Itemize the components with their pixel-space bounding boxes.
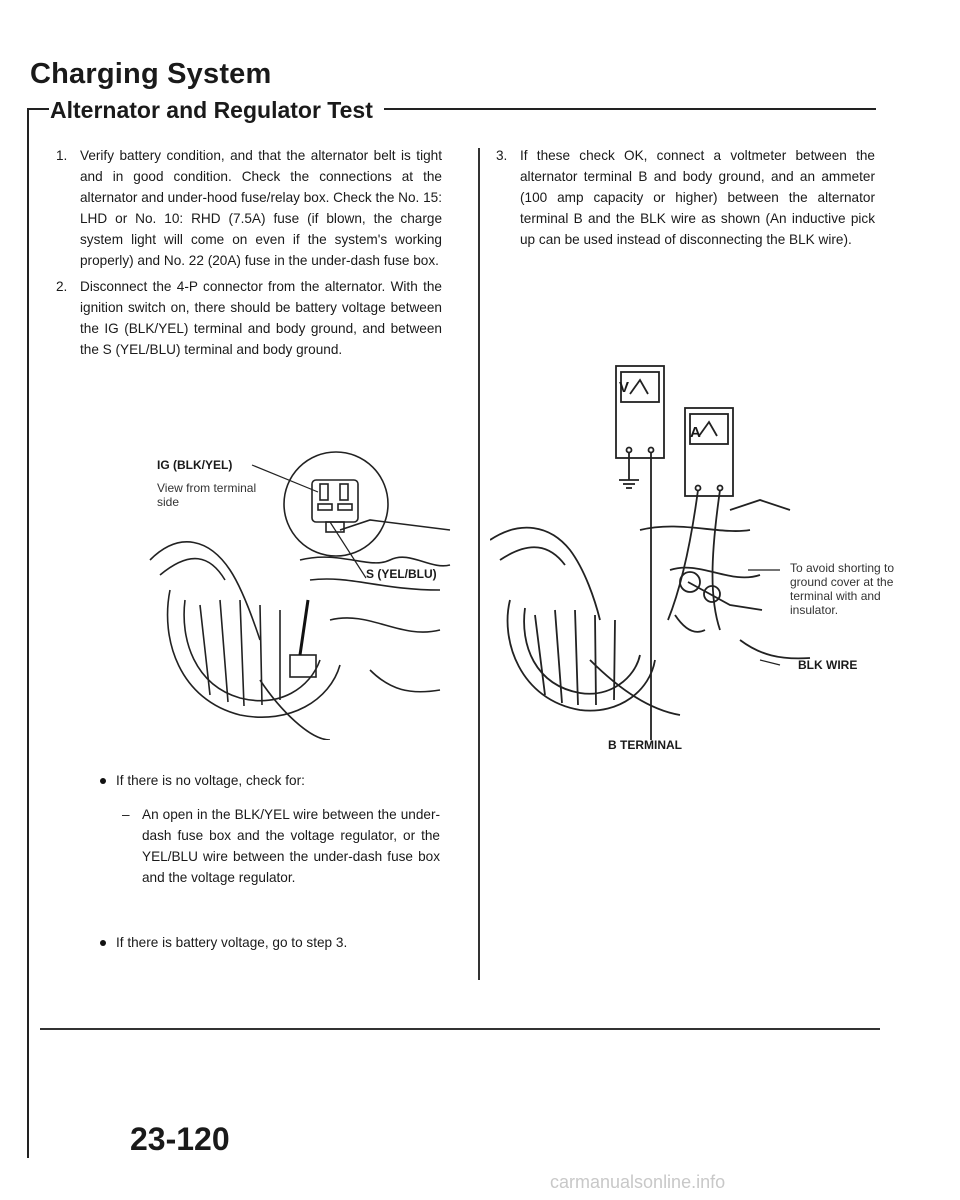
step-2-text: Disconnect the 4-P connector from the alternator. With the ignition switch on, there should be battery voltage between the IG (BLK/YEL) terminal and body ground, and between the S (YEL/BLU) terminal and body ground. <box>80 279 442 357</box>
step-1 <box>56 145 442 271</box>
label-b-terminal: B TERMINAL <box>608 738 682 752</box>
check-dash-1-text: An open in the BLK/YEL wire between the under-dash fuse box and the voltage regulator, or the YEL/BLU wire between the under-dash fuse box and the voltage regulator. <box>142 807 440 885</box>
label-s-terminal: S (YEL/BLU) <box>366 567 437 581</box>
check-bullet-2-text: If there is battery voltage, go to step 3. <box>116 935 348 950</box>
step-3-number: 3. <box>496 148 508 163</box>
step-1-number: 1. <box>56 148 68 163</box>
step-1-text: Verify battery condition, and that the alternator belt is tight and in good condition. Check the connections at the alternator and under-hood fuse/relay box. Check the No. 15: LHD or No. 10: RHD (7.5A) fuse (if blown, the charge system light will come on even if the system's working properly) and No. 22 (20A) fuse in the under-dash fuse box. <box>80 148 442 268</box>
ammeter-label: A <box>690 424 701 441</box>
dash-marker: – <box>122 807 130 822</box>
left-margin-rule <box>27 108 29 1158</box>
check-bullet-2 <box>100 932 440 953</box>
section-subtitle: Alternator and Regulator Test <box>50 97 373 123</box>
check-bullet-1 <box>100 770 440 791</box>
check-dash-1 <box>122 804 440 888</box>
page-number: 23-120 <box>130 1121 230 1157</box>
voltmeter-label: V <box>619 379 630 396</box>
step-3-text: If these check OK, connect a voltmeter between the alternator terminal B and body ground, and an ammeter (100 amp capacity or higher) between the alternator terminal B and the BLK wire as shown (An inductive pick up can be used instead of disconnecting the BLK wire). <box>520 148 875 247</box>
header-rule <box>384 108 876 110</box>
left-rule-cap <box>27 108 49 110</box>
step-2-number: 2. <box>56 279 68 294</box>
watermark: carmanualsonline.info <box>550 1172 726 1192</box>
bullet-icon <box>100 778 106 784</box>
page-title: Charging System <box>30 58 272 90</box>
voltmeter-ammeter-illustration <box>490 360 910 740</box>
step-3 <box>496 145 875 250</box>
label-view-from: View from terminal side <box>157 481 257 509</box>
label-avoid-shorting: To avoid shorting to ground cover at the terminal with and insulator. <box>790 561 895 617</box>
label-ig-terminal: IG (BLK/YEL) <box>157 458 233 472</box>
column-divider <box>478 148 480 980</box>
bullet-icon <box>100 940 106 946</box>
label-blk-wire: BLK WIRE <box>798 658 858 672</box>
step-2 <box>56 276 442 360</box>
check-bullet-1-text: If there is no voltage, check for: <box>116 773 305 788</box>
bottom-rule <box>40 1028 880 1030</box>
